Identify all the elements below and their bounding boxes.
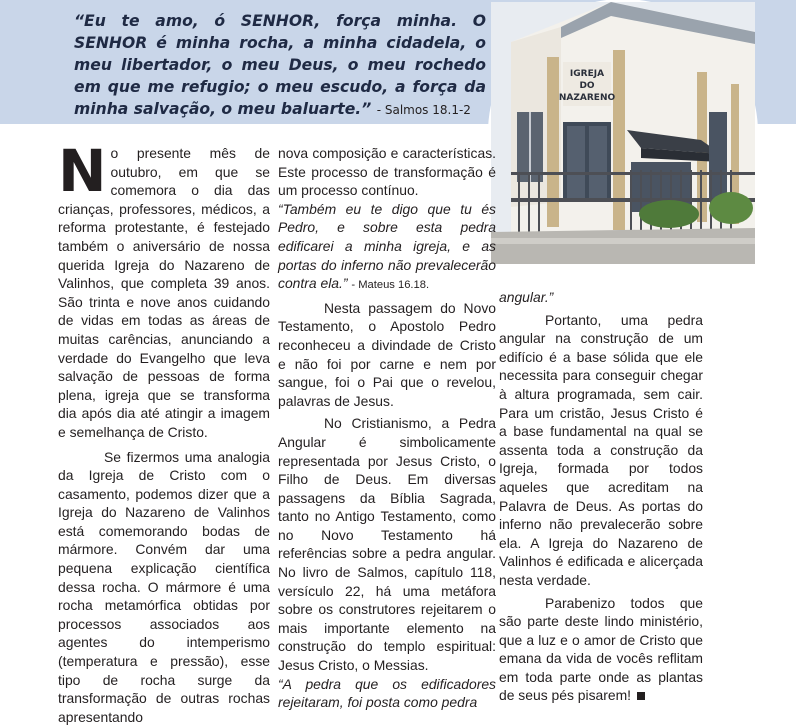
peter-paragraph: Nesta passagem do Novo Testamento, o Apostolo Pedro reconheceu a divindade de Cristo e não foi por carne e nem por sangue, foi o Pai que o revelou, palavras de Jesus. xyxy=(278,299,496,411)
psalm-quote xyxy=(74,10,486,121)
matthew-reference: - Mateus 16.18. xyxy=(351,279,429,291)
sign-text-3: NAZARENO xyxy=(559,93,616,103)
end-mark xyxy=(637,692,645,700)
article-column-1 xyxy=(58,144,270,726)
sign-text-2: DO xyxy=(579,81,594,91)
closing-paragraph xyxy=(499,594,703,706)
sign-text-1: IGREJA xyxy=(570,69,604,79)
matthew-quote xyxy=(278,200,496,295)
article-column-2 xyxy=(278,144,496,712)
psalm-quote-end: angular.” xyxy=(499,288,703,307)
quote-reference: - Salmos 18.1-2 xyxy=(377,103,471,117)
article-column-3 xyxy=(499,288,703,705)
church-building-illustration xyxy=(491,2,755,264)
drop-cap: N xyxy=(58,146,107,196)
cornerstone-paragraph: No Cristianismo, a Pedra Angular é simbolicamente representada por Jesus Cristo, o Filho de Deus. Em diversas passagens da Bíblia Sagrada, tanto no Antigo Testamento, como no Novo Testamento há referências sobre a pedra angular. No livro de Salmos, capítulo 118, versículo 22, há uma metáfora sobre os construtores rejeitarem o mais importante elemento na construção do templo espiritual: Jesus Cristo, o Messias. xyxy=(278,414,496,674)
intro-text: o presente mês de outubro, em que se comemora o dia das crianças, professores, médicos, a reforma protestante, é festejado também o aniversário de nossa querida Igreja do Nazareno de Valinhos, que completa 39 anos. São trinta e nove anos cuidando de vidas em todas as áreas de muitas carências, anunciando a verdade do Evangelho que leva salvação de pessoas de forma plena, igreja que se transforma dia após dia até atingir a imagem e semelhança de Cristo. xyxy=(58,145,270,440)
quote-text: “Eu te amo, ó SENHOR, força minha. O SENHOR é minha rocha, a minha cidadela, o meu libertador, o meu Deus, o meu rochedo em que me refugio; o meu escudo, a força da minha salvação, o meu baluarte.” xyxy=(74,12,486,118)
foundation-paragraph: Portanto, uma pedra angular na construção de um edifício é a base sólida que ele necessita para conseguir chegar à altura programada, sem cair. Para um cristão, Jesus Cristo é a base fundamental na qual se assenta toda a construção da Igreja, formada por todos aqueles que acreditam na Palavra de Deus. As portas do inferno não prevalecerão sobre ela. A Igreja do Nazareno de Valinhos é edificada e alicerçada nesta verdade. xyxy=(499,311,703,590)
church-photo xyxy=(491,2,755,264)
psalm-quote-start: “A pedra que os edificadores rejeitaram, foi posta como pedra xyxy=(278,675,496,712)
matthew-quote-text: “Também eu te digo que tu és Pedro, e sobre esta pedra edificarei a minha igreja, e as portas do inferno não prevalecerão contra ela.” xyxy=(278,201,496,291)
closing-text: Parabenizo todos que são parte deste lindo ministério, que a luz e o amor de Cristo que emana da vida de vocês reflitam em toda parte onde as plantas de seus pés pisarem! xyxy=(499,595,703,704)
intro-paragraph xyxy=(58,144,270,442)
continuation-paragraph: nova composição e características. Este processo de transformação é um processo contínuo. xyxy=(278,144,496,200)
analogy-paragraph: Se fizermos uma analogia da Igreja de Cristo com o casamento, podemos dizer que a Igreja do Nazareno de Valinhos está comemorando bodas de mármore. Convém dar uma pequena explicação científica dessa rocha. O mármore é uma rocha metamórfica obtidas por processos associados aos agentes do intemperismo (temperatura e pressão), esse tipo de rocha surge da transformação de outras rochas apresentando xyxy=(58,448,270,726)
